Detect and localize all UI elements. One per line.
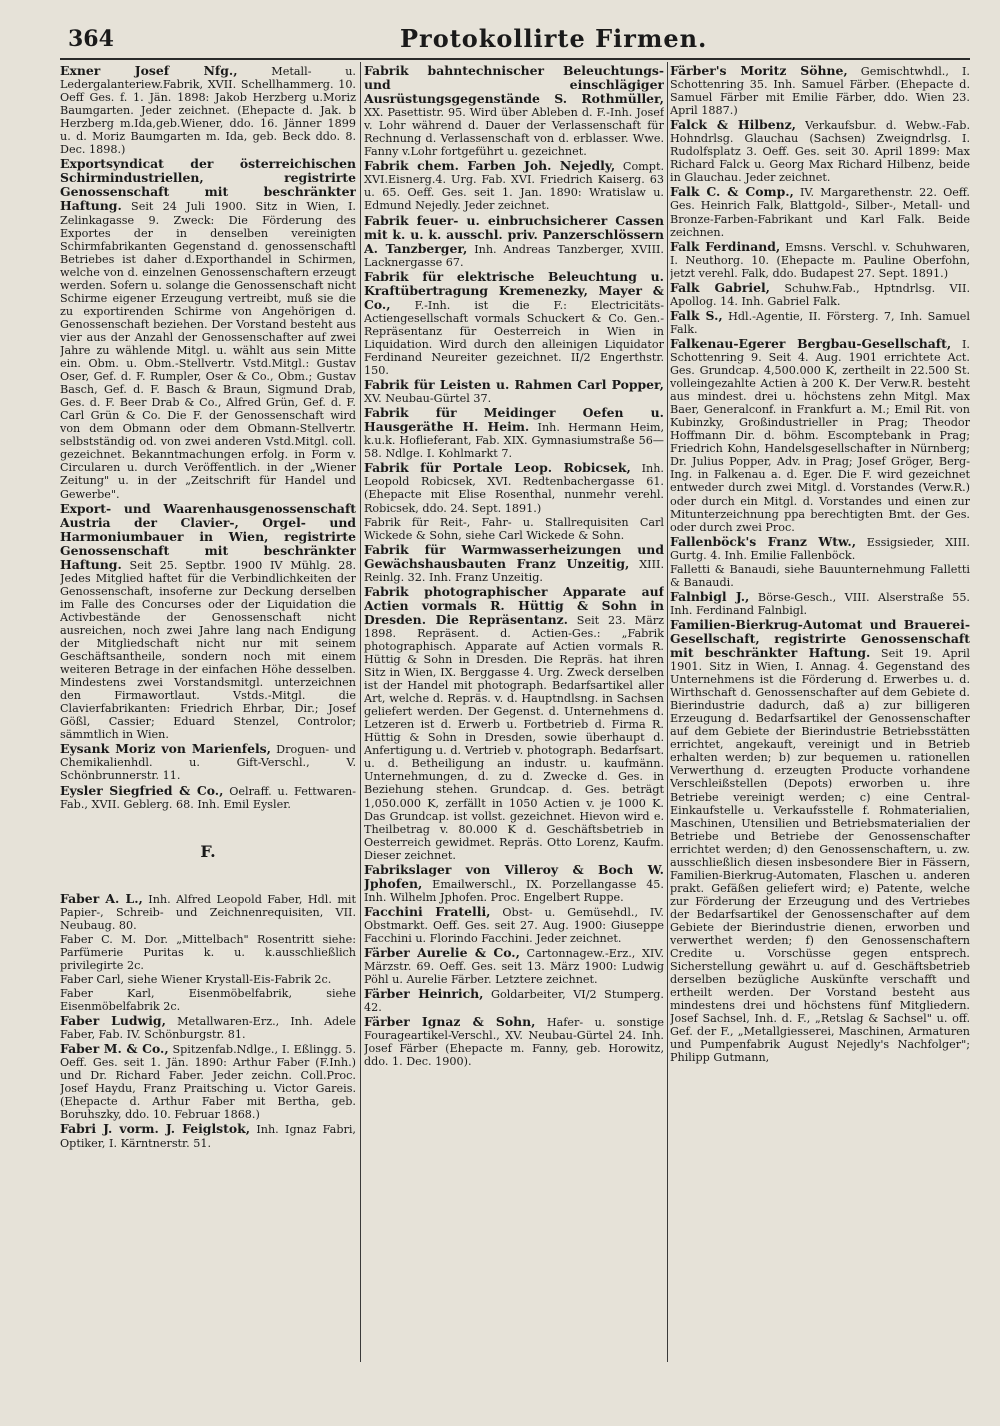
firm-details: Inh. Leopold Robicsek, XVI. Redtenbachergasse 61. (Ehepacte mit Elise Rosenthal, nunmehr verehl. Robicsek, ddo. 24. Sept. 1891.) <box>364 462 664 515</box>
firm-details: Inh. Andreas Tanzberger, XVIII. Lacknergasse 67. <box>364 242 664 269</box>
firm-name: Faber A. L., <box>60 890 143 906</box>
firm-details: XX. Pasettistr. 95. Wird über Ableben d. F.-Inh. Josef v. Lohr während d. Dauer der Verlassenschaft für Rechnung d. Verlassenschaft von d. erblasser. Wwe. Fanny v.Lohr fortgeführt u. gezeichnet. <box>364 106 664 159</box>
firm-name: Fabrik für Meidinger Oefen u. Hausgeräthe H. Heim. <box>364 405 664 435</box>
column-divider <box>667 62 668 1362</box>
firm-details: Inh. Alfred Leopold Faber, Hdl. mit Papier-, Schreib- und Zeichnenrequisiten, VII. Neubaug. 80. <box>60 892 356 932</box>
firm-entry <box>364 946 664 986</box>
firm-entry <box>670 118 970 184</box>
firm-name: Fabrik für Portale Leop. Robicsek, <box>364 460 631 476</box>
firm-entry <box>60 1122 356 1149</box>
entries-list <box>60 892 356 1150</box>
firm-details: Hdl.-Agentie, II. Försterg. 7, Inh. Samuel Falk. <box>670 309 970 336</box>
firm-details: IV. Margarethenstr. 22. Oeff. Ges. Heinrich Falk, Blattgold-, Silber-, Metall- und Bronze-Farben-Fabrikant und Karl Falk. Beide zeichnen. <box>670 186 970 239</box>
firm-name: Falk Ferdinand, <box>670 238 781 254</box>
entries-list <box>60 64 356 811</box>
firm-details: Essigsieder, XIII. Gurtg. 4. Inh. Emilie Fallenböck. <box>670 535 970 562</box>
firm-details: I. Schottenring 9. Seit 4. Aug. 1901 errichtete Act. Ges. Grundcap. 4,500.000 K, zertheilt in 22.500 St. volleingezahlte Actien à 200 K. Der Verw.R. besteht aus mindest. drei u. höchstens zehn Mitgl. Max Baer, Generalconf. in Frankfurt a. M.; Emil Rit. von Kubinzky, Großindustrieller in Prag; Theodor Hoffmann Dir. d. böhm. Escomptebank in Prag; Friedrich Kohn, Handelsgesellschafter in Nürnberg; Dr. Julius Popper, Adv. in Prag; Josef Gröger, Berg-Ing. in Falkenau a. d. Eger. Die F. wird gezeichnet entweder durch zwei Mitgl. d. Vorstandes (Verw.R.) oder durch ein Mitgl. d. Vorstandes und einen zur Mitunterzeichnung ppa berechtigten Bmt. der Ges. oder durch zwei Proc. <box>670 337 970 534</box>
firm-entry <box>60 784 356 811</box>
firm-details: Seit 25. Septbr. 1900 IV Mühlg. 28. Jedes Mitglied haftet für die Verbindlichkeiten der Genossenschaft, insoferne zur Deckung derselben im Falle des Concurses oder der Liquidation die Activbestände der Genossenschaft nicht ausreichen, noch zwei Jahre lang nach Endigung der Mitgliedschaft nicht nur mit seinem Geschäftsantheile, sondern noch mit einem weiteren Betrage in der einfachen Höhe desselben. Mindestens zwei Vorstandsmitgl. unterzeichnen den Firmawortlaut. Vstds.-Mitgl. die Clavierfabrikanten: Friedrich Ehrbar, Dir.; Josef Gößl, Cassier; Eduard Stenzel, Controlor; sämmtlich in Wien. <box>60 558 356 742</box>
firm-name: Fabrik für Warmwasserheizungen und Gewächshausbauten Franz Unzeitig, <box>364 541 664 571</box>
firm-details: Oelraff. u. Fettwaren-Fab., XVII. Geblerg. 68. Inh. Emil Eysler. <box>60 784 356 811</box>
firm-name: Export- und Waarenhausgenossenschaft Austria der Clavier-, Orgel- und Harmoniumbauer in Wien, registrirte Genossenschaft mit beschränkter Haftung. <box>60 500 356 572</box>
firm-entry <box>364 270 664 377</box>
firm-details: F.-Inh. ist die F.: Electricitäts-Actiengesellschaft vormals Schuckert & Co. Gen.-Repräsentanz für Oesterreich in Wien in Liquidation. Wird durch den alleinigen Liquidator Ferdinand Neureiter gezeichnet. II/2 Engerthstr. 150. <box>364 298 664 378</box>
firm-details: Faber Carl, siehe Wiener Krystall-Eis-Fabrik 2c. <box>60 972 332 986</box>
firm-entry <box>670 590 970 617</box>
firm-entry <box>60 1042 356 1121</box>
firm-details: Spitzenfab.Ndlge., I. Eßlingg. 5. Oeff. Ges. seit 1. Jän. 1890: Arthur Faber (F.Inh.) und Dr. Richard Faber. Jeder zeichn. Coll.Proc. Josef Haydu, Franz Praitsching u. Victor Gareis. (Ehepacte d. Arthur Faber mit Bertha, geb. Boruhszky, ddo. 10. Februar 1868.) <box>60 1043 356 1122</box>
firm-details: Faber C. M. Dor. „Mittelbach" Rosentritt siehe: Parfümerie Puritas k. u. k.ausschließlich privilegirte 2c. <box>60 932 356 972</box>
firm-name: Faber Ludwig, <box>60 1013 166 1029</box>
firm-entry <box>364 461 664 514</box>
firm-details: XV. Neubau-Gürtel 37. <box>364 392 492 406</box>
firm-name: Fabrik für elektrische Beleuchtung u. Kraftübertragung Kremenezky, Mayer & Co., <box>364 268 664 312</box>
entries-list <box>364 64 664 1068</box>
entries-list <box>670 64 970 1065</box>
column-3 <box>670 64 970 1414</box>
firm-name: Färber Ignaz & Sohn, <box>364 1014 536 1030</box>
firm-entry <box>670 185 970 238</box>
firm-entry <box>364 905 664 945</box>
firm-entry <box>364 516 664 542</box>
firm-name: Familien-Bierkrug-Automat und Brauerei-Gesellschaft, registrirte Genossenschaft mit beschränkter Haftung. <box>670 616 970 661</box>
column-2 <box>364 64 664 1414</box>
firm-details: Börse-Gesch., VIII. Alserstraße 55. Inh. Ferdinand Falnbigl. <box>670 590 970 617</box>
firm-details: Hafer- u. sonstige Fourageartikel-Verschl., XV. Neubau-Gürtel 24. Inh. Josef Färber (Ehepacte m. Fanny, geb. Horowitz, ddo. 1. Dec. 1900). <box>364 1016 664 1069</box>
firm-details: Droguen- und Chemikalienhdl. u. Gift-Verschl., V. Schönbrunnerstr. 11. <box>60 743 356 783</box>
firm-name: Fabrik bahntechnischer Beleuchtungs- und einschlägiger Ausrüstungsgegenstände S. Rothmüller, <box>364 64 664 107</box>
firm-name: Facchini Fratelli, <box>364 903 491 919</box>
firm-name: Falkenau-Egerer Bergbau-Gesellschaft, <box>670 335 952 351</box>
firm-name: Faber M. & Co., <box>60 1041 169 1057</box>
firm-name: Färber Aurelie & Co., <box>364 945 520 961</box>
firm-details: Fabrik für Reit-, Fahr- u. Stallrequisiten Carl Wickede & Sohn, siehe Carl Wickede & Sohn. <box>364 515 664 542</box>
firm-entry <box>670 309 970 336</box>
firm-name: Falk C. & Comp., <box>670 184 794 200</box>
firm-name: Färber Heinrich, <box>364 986 484 1002</box>
firm-name: Exner Josef Nfg., <box>60 64 238 78</box>
firm-name: Eysank Moriz von Marienfels, <box>60 741 271 757</box>
firm-entry <box>364 159 664 212</box>
firm-details: Obst- u. Gemüsehdl., IV. Obstmarkt. Oeff. Ges. seit 27. Aug. 1900: Giuseppe Facchini u. Florindo Facchini. Jeder zeichnet. <box>364 905 664 945</box>
firm-entry <box>60 157 356 500</box>
firm-name: Exportsyndicat der österreichischen Schirmindustriellen, registrirte Genossenschaft mit beschränkter Haftung. <box>60 156 356 214</box>
firm-details: Seit 23. März 1898. Repräsent. d. Actien-Ges.: „Fabrik photographisch. Apparate auf Actien vormals R. Hüttig & Sohn in Dresden. Die Repräs. hat ihren Sitz in Wien, IX. Berggasse 4. Urg. Zweck derselben ist der Handel mit photograph. Bedarfsartikel aller Art, welche d. Repräs. v. d. Hauptndlsng. in Sachsen geliefert werden. Der Gegenst. d. Unternehmens d. Letzeren ist d. Erwerb u. Fortbetrieb d. Firma R. Hüttig & Sohn in Dresden, sowie überhaupt d. Anfertigung u. d. Vertrieb v. photograph. Bedarfsart. u. d. Betheiligung an industr. u. kaufmänn. Unternehmungen, d. zu d. Zwecke d. Ges. in Beziehung stehen. Grundcap. d. Ges. beträgt 1,050.000 K, zerfällt in 1050 Actien v. je 1000 K. Das Grundcap. ist vollst. gezeichnet. Hievon wird e. Theilbetrag v. 80.000 K d. Geschäftsbetrieb in Oesterreich gewidmet. Repräs. Otto Lorenz, Kaufm. Dieser zeichnet. <box>364 613 664 862</box>
firm-name: Falnbigl J., <box>670 588 750 604</box>
firm-details: Gemischtwhdl., I. Schottenring 35. Inh. Samuel Färber. (Ehepacte d. Samuel Färber mit Emilie Färber, ddo. Wien 23. April 1887.) <box>670 65 970 118</box>
firm-details: Inh. Hermann Heim, k.u.k. Hoflieferant, Fab. XIX. Gymnasiumstraße 56—58. Ndlge. I. Kohlmarkt 7. <box>364 421 664 461</box>
firm-entry <box>364 543 664 584</box>
page-header <box>60 22 970 62</box>
firm-entry <box>60 1014 356 1041</box>
firm-details: Goldarbeiter, VI/2 Stumperg. 42. <box>364 988 664 1015</box>
firm-details: Seit 24 Juli 1900. Sitz in Wien, I. Zelinkagasse 9. Zweck: Die Förderung des Exportes der in denselben vereinigten Schirmfabrikanten Gegenstand d. genossenschaftl Betriebes ist daher d.Exporthandel in Schirmen, welche von d. einzelnen Genossenschaftern erzeugt werden. Sofern u. solange die Genossenschaft nicht Schirme eigener Erzeugung vertreibt, muß sie die zu exportirenden Schirme von Angehörigen d. Genossenschaft beziehen. Der Vorstand besteht aus vier aus der Anzahl der Genossenschafter auf zwei Jahre zu wählende Mitgl. u. wählt aus sein Mitte ein. Obm. u. Obm.-Stellvertr. Vstd.Mitgl.: Gustav Oser, Gef. d. F. Rumpler, Oser & Co., Obm.; Gustav Basch, Gef. d. F. Basch & Braun, Sigmund Drab, Ges. d. F. Beer Drab & Co., Alfred Grün, Gef. d. F. Carl Grün & Co. Die F. der Genossenschaft wird von dem Obmann oder dem Obmann-Stellvertr. selbstständig od. von zwei anderen Vstd.Mitgl. coll. gezeichnet. Bekanntmachungen erfolg. in Form v. Circularen u. durch Veröffentlich. in der „Wiener Zeitung" u. in der „Zeitschrift für Handel und Gewerbe". <box>60 200 356 501</box>
firm-details: Metall- u. Ledergalanteriew.Fabrik, XVII. Schellhammerg. 10. Oeff Ges. f. 1. Jän. 1898: Jakob Herzberg u.Moriz Baumgarten. Jeder zeichnet. (Ehepacte d. Jak. b Herzberg m.Ida,geb.Wiener, ddo. 16. Jänner 1899 u. d. Moriz Baumgarten m. Ida, geb. Beck ddo. 8. Dec. 1898.) <box>60 65 356 157</box>
firm-name: Fabrik chem. Farben Joh. Nejedly, <box>364 158 616 174</box>
firm-details: Faber Karl, Eisenmöbelfabrik, siehe Eisenmöbelfabrik 2c. <box>60 987 356 1014</box>
firm-entry <box>60 973 356 986</box>
firm-entry <box>670 64 970 117</box>
firm-entry <box>364 863 664 904</box>
firm-details: Falletti & Banaudi, siehe Bauunternehmung Falletti & Banaudi. <box>670 562 970 589</box>
firm-details: Emailwerschl., IX. Porzellangasse 45. Inh. Wilhelm Jphofen. Proc. Engelbert Ruppe. <box>364 877 664 904</box>
firm-name: Falck & Hilbenz, <box>670 117 796 133</box>
firm-details: Metallwaren-Erz., Inh. Adele Faber, Fab. IV. Schönburgstr. 81. <box>60 1015 356 1042</box>
firm-entry <box>60 933 356 972</box>
firm-entry <box>364 378 664 405</box>
firm-name: Fabrik feuer- u. einbruchsicherer Cassen mit k. u. k. ausschl. priv. Panzerschlössern A. Tanzberger, <box>364 212 664 256</box>
firm-details: Seit 19. April 1901. Sitz in Wien, I. Annag. 4. Gegenstand des Unternehmens ist die Förderung d. Erwerbes u. d. Wirthschaft d. Genossenschafter auf dem Gebiete d. Bierindustrie dadurch, daß a) zur billigeren Erzeugung d. Bedarfsartikel der Genossenschafter auf dem Gebiete der Bierindustrie Betriebsstätten errichtet, angekauft, vereinigt und in Betrieb erhalten werden; b) zur bequemen u. rationellen Verwerthung d. erzeugten Producte vorhandene Verschleißstellen (Depots) erworben u. ihre Betriebe vereinigt werden; c) eine Central-Einkaufstelle u. Verkaufsstelle f. Rohmaterialien, Maschinen, Utensilien und Betriebsmaterialien der Betriebe und Betriebe der Genossenschafter errichtet werden; d) den Genossenschaftern, u. zw. ausschließlich diesen insbesondere Bier in Fässern, Familien-Bierkrug-Automaten, Flaschen u. anderen prakt. Gefäßen geliefert wird; e) Patente, welche zur Förderung der Erzeugung und des Vertriebes der Bedarfsartikel der Genossenschafter auf dem Gebiete der Bierindustrie dienen, erworben und verwerthet werden; f) den Genossenschaftern Credite u. Vorschüsse gegen entsprech. Sicherstellung gewährt u. auf d. Geschäftsbetrieb derselben bezügliche Auskünfte verschafft und ertheilt werden. Der Vorstand besteht aus mindestens drei und höchstens fünf Mitgliedern. Josef Sachsel, Inh. d. F., „Retslag & Sachsel" u. off. Gef. der F., „Metallgiesserei, Maschinen, Armaturen und Pumpenfabrik August Nejedly's Nachfolger"; Philipp Gutmann, <box>670 647 970 1065</box>
column-1 <box>60 64 356 1414</box>
firm-details: XIII. Reinlg. 32. Inh. Franz Unzeitig. <box>364 557 664 584</box>
firm-entry <box>364 64 664 158</box>
page-number: 364 <box>68 26 114 52</box>
firm-name: Fabri J. vorm. J. Feiglstok, <box>60 1121 251 1137</box>
firm-details: Verkaufsbur. d. Webw.-Fab. Hohndrlsg. Glauchau (Sachsen) Zweigndrlsg. I. Rudolfsplatz 3. Oeff. Ges. seit 30. April 1899: Max Richard Falck u. Georg Max Richard Hilbenz, beide in Glauchau. Jeder zeichnet. <box>670 119 970 185</box>
firm-entry <box>670 337 970 534</box>
firm-name: Färber's Moritz Söhne, <box>670 64 848 78</box>
firm-entry <box>60 892 356 932</box>
firm-details: Compt. XVI.Eisnerg.4. Urg. Fab. XVI. Friedrich Kaiserg. 63 u. 65. Oeff. Ges. seit 1. Jan. 1890: Wratislaw u. Edmund Nejedly. Jeder zeichnet. <box>364 160 664 213</box>
letter-heading: F. <box>200 841 216 861</box>
firm-entry <box>364 987 664 1014</box>
firm-name: Fallenböck's Franz Wtw., <box>670 533 857 549</box>
firm-entry <box>60 742 356 782</box>
firm-name: Fabrik photographischer Apparate auf Actien vormals R. Hüttig & Sohn in Dresden. Die Repräsentanz. <box>364 583 664 627</box>
firm-details: Emsns. Verschl. v. Schuhwaren, I. Neuthorg. 10. (Ehepacte m. Pauline Oberfohn, jetzt verehl. Falk, ddo. Budapest 27. Sept. 1891.) <box>670 240 970 280</box>
firm-details: Schuhw.Fab., Hptndrlsg. VII. Apollog. 14. Inh. Gabriel Falk. <box>670 281 970 308</box>
firm-entry <box>670 563 970 589</box>
firm-name: Falk Gabriel, <box>670 279 770 295</box>
column-divider <box>360 62 361 1362</box>
page-title: Protokollirte Firmen. <box>400 24 708 53</box>
firm-name: Fabrik für Leisten u. Rahmen Carl Popper, <box>364 377 664 393</box>
firm-entry <box>670 240 970 280</box>
firm-details: Cartonnagew.-Erz., XIV. Märzstr. 69. Oeff. Ges. seit 13. März 1900: Ludwig Pöhl u. Aurelie Färber. Letztere zeichnet. <box>364 947 664 987</box>
firm-name: Fabrikslager von Villeroy & Boch W. Jphofen, <box>364 861 664 891</box>
firm-details: Inh. Ignaz Fabri, Optiker, I. Kärntnerstr. 51. <box>60 1123 356 1150</box>
firm-entry <box>60 502 356 742</box>
firm-name: Eysler Siegfried & Co., <box>60 782 224 798</box>
firm-entry <box>60 64 356 156</box>
firm-entry <box>364 214 664 269</box>
header-rule <box>60 58 970 60</box>
firm-entry <box>364 585 664 862</box>
firm-entry <box>670 618 970 1065</box>
firm-entry <box>364 406 664 460</box>
firm-entry <box>670 535 970 562</box>
firm-entry <box>364 1015 664 1068</box>
firm-name: Falk S., <box>670 307 723 323</box>
firm-entry <box>670 281 970 308</box>
firm-entry <box>60 987 356 1013</box>
